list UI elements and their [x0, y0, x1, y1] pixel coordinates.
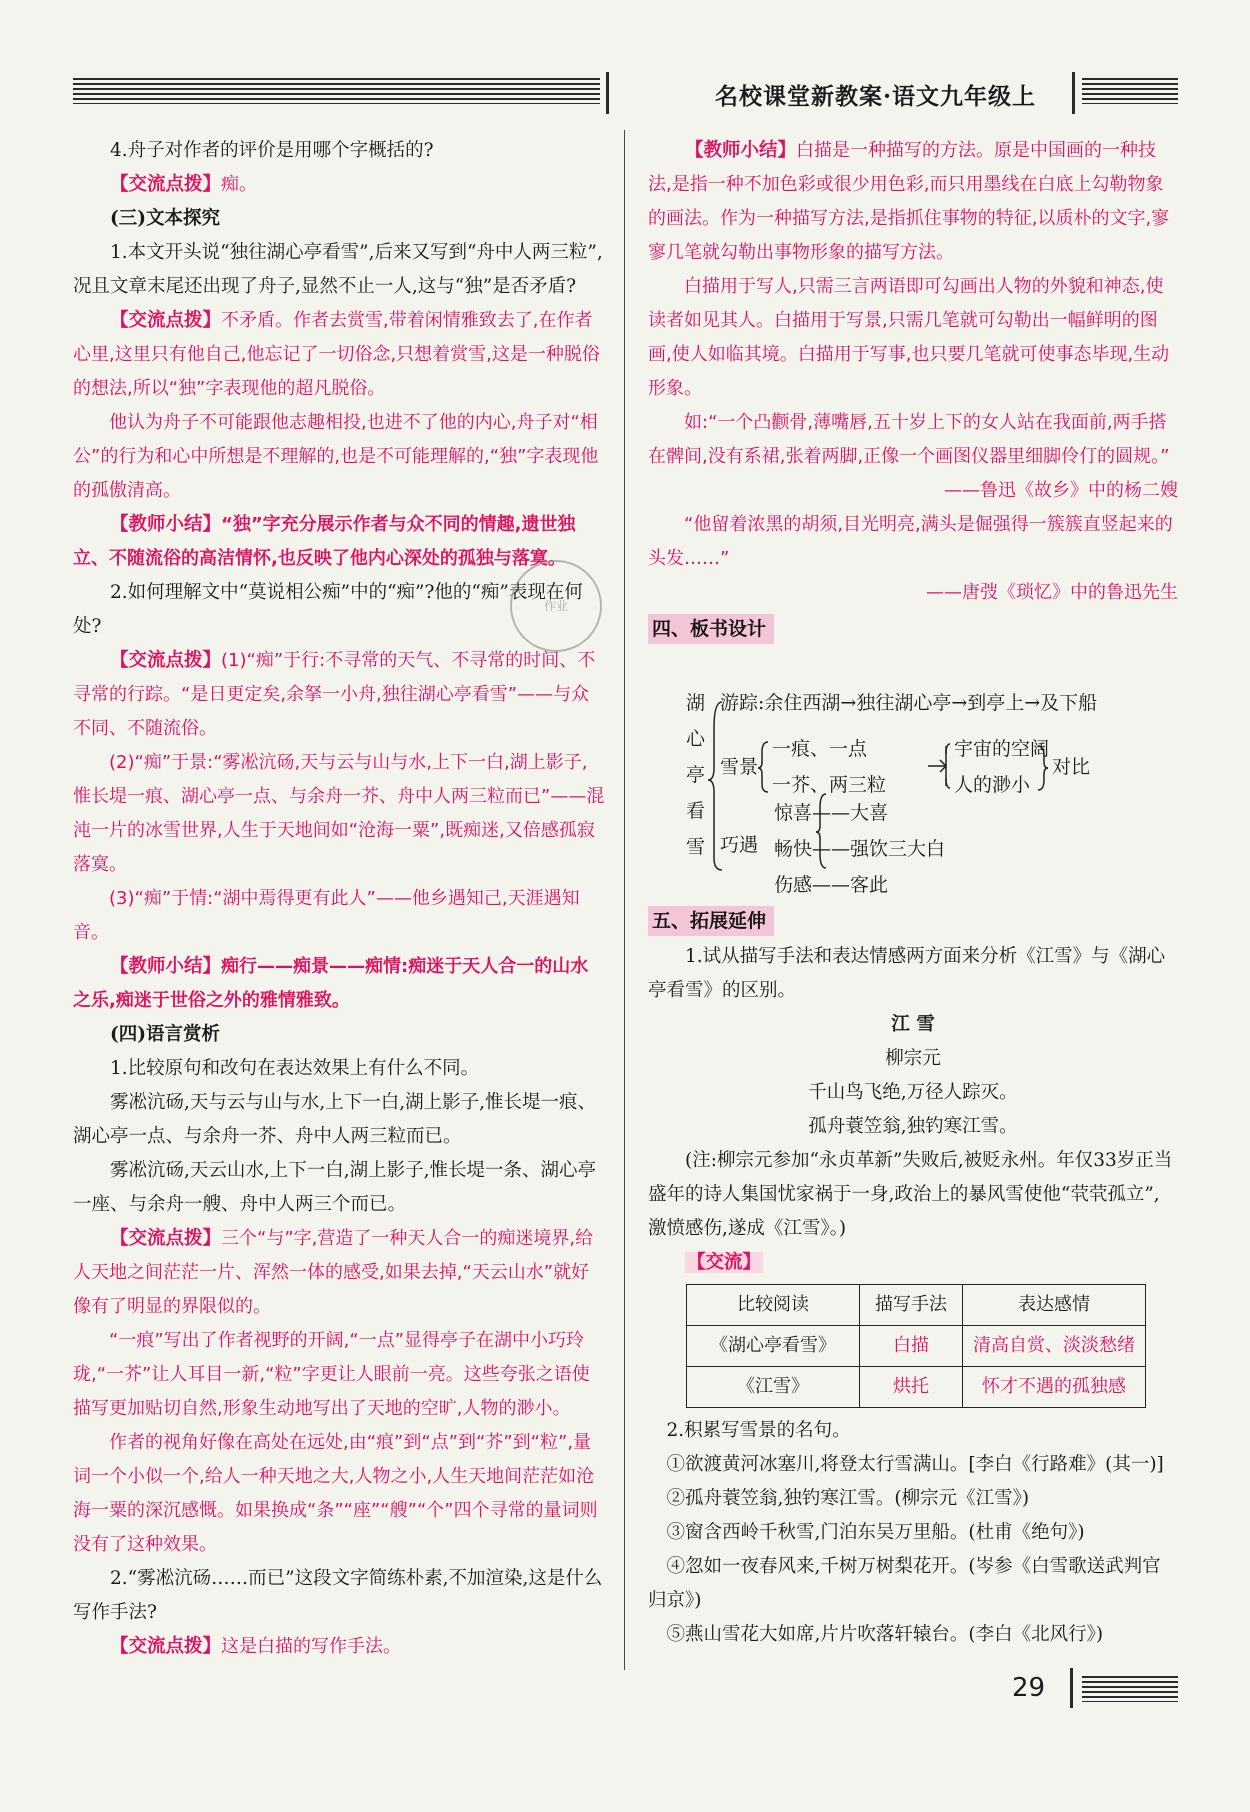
table-cell: 烘托 [860, 1367, 963, 1408]
table-cell: 清高自赏、淡淡愁绪 [963, 1326, 1146, 1367]
header-rule-right [1082, 78, 1178, 104]
comparison-table [686, 1284, 1146, 1408]
table-cell: 《江雪》 [687, 1367, 860, 1408]
footer-rule [1082, 1676, 1178, 1702]
teacher-summary-2: 白描用于写人,只需三言两语即可勾画出人物的外貌和神态,使读者如见其人。白描用于写景,只需几笔就可勾勒出一幅鲜明的图画,使人如临其境。白描用于写事,也只要几笔就可使事态毕现,生动形象。 [648, 276, 1170, 399]
board-duibi: 对比 [1052, 756, 1091, 778]
question-1: 1.本文开头说“独往湖心亭看雪”,后来又写到“舟中人两三粒”,况且文章末尾还出现了舟子,显然不止一人,这与“独”是否矛盾? [73, 242, 603, 297]
header-divider-right [1072, 72, 1075, 114]
example-2-source: ——唐弢《琐忆》中的鲁迅先生 [926, 582, 1178, 603]
board-char-5: 雪 [686, 836, 706, 858]
answer-1-cont: 他认为舟子不可能跟他志趣相投,也进不了他的内心,舟子对“相公”的行为和心中所想是不理解的,也是不可能理解的,“独”字表现他的孤傲清高。 [73, 412, 599, 501]
summary-2: 【教师小结】痴行——痴景——痴情:痴迷于天人合一的山水之乐,痴迷于世俗之外的雅情雅致。 [73, 956, 589, 1011]
example-1-source: ——鲁迅《故乡》中的杨二嫂 [944, 480, 1178, 501]
section-3-heading: (三)文本探究 [110, 208, 221, 229]
footer-divider [1070, 1668, 1073, 1708]
poem-line-2: 孤舟蓑笠翁,独钓寒江雪。 [808, 1116, 1018, 1137]
section-4-heading: (四)语言赏析 [110, 1024, 221, 1045]
board-reaction-2: 畅快——强饮三大白 [774, 838, 946, 860]
left-column [73, 134, 605, 1664]
table-header: 表达感情 [963, 1285, 1146, 1326]
column-divider [624, 130, 625, 1670]
language-answer-1: 【交流点拨】三个“与”字,营造了一种天人合一的痴迷境界,给人天地之间茫茫一片、浑然一体的感受,如果去掉,“天云山水”就好像有了明显的界限似的。 [73, 1228, 594, 1317]
language-answer-2: 【交流点拨】这是白描的写作手法。 [110, 1636, 402, 1657]
teacher-summary: 【教师小结】白描是一种描写的方法。原是中国画的一种技法,是指一种不加色彩或很少用色彩,而只用墨线在白底上勾勒物象的画法。作为一种描写方法,是指抓住事物的特征,以质朴的文字,寥寥几笔就勾勒出事物形象的描写方法。 [648, 140, 1170, 263]
answer-2: 【交流点拨】(1)“痴”于行:不寻常的天气、不寻常的时间、不寻常的行踪。“是日更定矣,余拏一小舟,独往湖心亭看雪”——与众不同、不随流俗。 [73, 650, 596, 739]
language-q1: 1.比较原句和改句在表达效果上有什么不同。 [110, 1058, 480, 1079]
quote-1: ①欲渡黄河冰塞川,将登太行雪满山。[李白《行路难》(其一)] [666, 1454, 1164, 1475]
right-column [648, 134, 1178, 648]
quote-5: ⑤燕山雪花大如席,片片吹落轩辕台。(李白《北风行》) [666, 1624, 1104, 1645]
board-char-3: 亭 [686, 764, 706, 786]
answer-2-c: (3)“痴”于情:“湖中焉得更有此人”——他乡遇知己,天涯遇知音。 [73, 888, 580, 943]
board-jing-2: 一芥、两三粒 [772, 774, 887, 796]
table-cell: 怀才不遇的孤独感 [963, 1367, 1146, 1408]
summary-1: 【教师小结】“独”字充分展示作者与众不同的情趣,遗世独立、不随流俗的高洁情怀,也反映了他内心深处的孤独与落寞。 [73, 514, 576, 569]
page-number: 29 [1012, 1673, 1046, 1703]
board-reaction-1: 惊喜——大喜 [774, 802, 889, 824]
table-row [687, 1367, 1146, 1408]
table-row [687, 1326, 1146, 1367]
table-header-row [687, 1285, 1146, 1326]
quote-3: ③窗含西岭千秋雪,门泊东吴万里船。(杜甫《绝句》) [666, 1522, 1085, 1543]
section-extension-heading: 五、拓展延伸 [648, 906, 774, 936]
extension-q1: 1.试从描写手法和表达情感两方面来分析《江雪》与《湖心亭看雪》的区别。 [648, 946, 1166, 1001]
jiaoliu-tag: 【交流】 [687, 1252, 762, 1273]
board-char-2: 心 [686, 728, 706, 750]
answer-4: 【交流点拨】痴。 [110, 174, 258, 195]
answer-2-b: (2)“痴”于景:“雾凇沆砀,天与云与山与水,上下一白,湖上影子,惟长堤一痕、湖心亭一点、与余舟一芥、舟中人两三粒而已”——混沌一片的冰雪世界,人生于天地间如“沧海一粟”,既痴迷,又倍感孤寂落寞。 [73, 752, 605, 875]
board-char-1: 湖 [686, 692, 706, 714]
header-divider [606, 72, 609, 114]
board-jing-1: 一痕、一点 [772, 738, 868, 760]
poem-title: 江 雪 [891, 1014, 935, 1035]
board-qiaoyu: 巧遇 [720, 834, 759, 856]
table-header: 比较阅读 [687, 1285, 860, 1326]
answer-1: 【交流点拨】不矛盾。作者去赏雪,带着闲情雅致去了,在作者心里,这里只有他自己,他忘记了一切俗念,只想着赏雪,这是一种脱俗的想法,所以“独”字表现他的超凡脱俗。 [73, 310, 600, 399]
header-title: 名校课堂新教案·语文九年级上 [715, 83, 1037, 110]
board-youzong: 游踪:余住西湖→独往湖心亭→到亭上→及下船 [720, 692, 1098, 714]
board-yuzhou: 宇宙的空阔 [954, 738, 1050, 760]
board-miaoxiao: 人的渺小 [954, 774, 1031, 796]
extension-section [648, 902, 1178, 1652]
example-1: 如:“一个凸颧骨,薄嘴唇,五十岁上下的女人站在我面前,两手搭在髀间,没有系裙,张着两脚,正像一个画图仪器里细脚伶仃的圆规。” [648, 412, 1170, 467]
board-design [648, 688, 1168, 918]
table-cell: 《湖心亭看雪》 [687, 1326, 860, 1367]
section-board-heading: 四、板书设计 [648, 614, 774, 644]
extension-q2: 2.积累写雪景的名句。 [666, 1420, 851, 1441]
board-char-4: 看 [686, 800, 706, 822]
poem-note: (注:柳宗元参加“永贞革新”失败后,被贬永州。年仅33岁正当盛年的诗人集国忧家祸于一身,政治上的暴风雪使他“茕茕孤立”,激愤感伤,遂成《江雪》。) [648, 1150, 1173, 1239]
stamp-seal: 作业 [510, 560, 602, 652]
language-answer-1b: “一痕”写出了作者视野的开阔,“一点”显得亭子在湖中小巧玲珑,“一芥”让人耳目一新,“粒”字更让人眼前一亮。这些夸张之语使描写更加贴切自然,形象生动地写出了天地的空旷,人物的渺小。 [73, 1330, 590, 1419]
header-rule-left [73, 78, 600, 104]
poem-author: 柳宗元 [885, 1048, 941, 1069]
language-answer-1c: 作者的视角好像在高处在远处,由“痕”到“点”到“芥”到“粒”,量词一个小似一个,给人一种天地之大,人物之小,人生天地间茫茫如沧海一粟的深沉感慨。如果换成“条”“座”“艘”“个”四个寻常的量词则没有了这种效果。 [73, 1432, 598, 1555]
question-4: 4.舟子对作者的评价是用哪个字概括的? [110, 140, 434, 161]
original-sentence: 雾凇沆砀,天与云与山与水,上下一白,湖上影子,惟长堤一痕、湖心亭一点、与余舟一芥、舟中人两三粒而已。 [73, 1092, 597, 1147]
example-2: “他留着浓黑的胡须,目光明亮,满头是倔强得一簇簇直竖起来的头发……” [648, 514, 1173, 569]
poem-line-1: 千山鸟飞绝,万径人踪灭。 [808, 1082, 1018, 1103]
language-q2: 2.“雾凇沆砀……而已”这段文字简练朴素,不加渲染,这是什么写作手法? [73, 1568, 603, 1623]
quote-4: ④忽如一夜春风来,千树万树梨花开。(岑参《白雪歌送武判官归京》) [648, 1556, 1161, 1611]
board-xuejing: 雪景 [720, 756, 759, 778]
question-2: 2.如何理解文中“莫说相公痴”中的“痴”?他的“痴”表现在何处? [73, 582, 583, 637]
board-reaction-3: 伤感——客此 [774, 874, 889, 896]
modified-sentence: 雾凇沆砀,天云山水,上下一白,湖上影子,惟长堤一条、湖心亭一座、与余舟一艘、舟中人两三个而已。 [73, 1160, 597, 1215]
table-header: 描写手法 [860, 1285, 963, 1326]
quote-2: ②孤舟蓑笠翁,独钓寒江雪。(柳宗元《江雪》) [666, 1488, 1030, 1509]
table-cell: 白描 [860, 1326, 963, 1367]
